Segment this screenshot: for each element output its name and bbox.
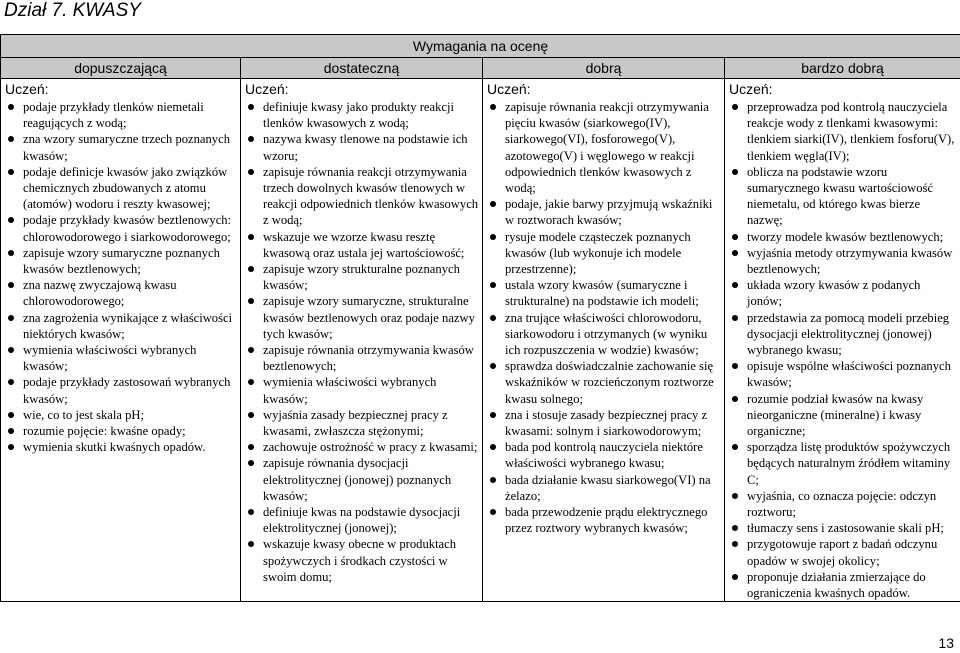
requirement-item: zapisuje równania reakcji otrzymywania trzech dowolnych kwasów tlenowych w reakcji odpowiednich tlenków kwasowych z wodą; bbox=[245, 164, 480, 229]
requirement-item: podaje definicje kwasów jako związków chemicznych zbudowanych z atomu (atomów) wodoru i reszty kwasowej; bbox=[5, 164, 238, 213]
requirement-item: opisuje wspólne właściwości poznanych kwasów; bbox=[729, 358, 958, 390]
requirement-item: zapisuje równania dysocjacji elektrolitycznej (jonowej) poznanych kwasów; bbox=[245, 455, 480, 504]
requirement-item: wyjaśnia metody otrzymywania kwasów beztlenowych; bbox=[729, 245, 958, 277]
requirement-item: sprawdza doświadczalnie zachowanie się wskaźników w rozcieńczonym roztworze kwasu solnego; bbox=[487, 358, 722, 407]
requirement-list bbox=[729, 99, 958, 601]
requirement-item: wskazuje we wzorze kwasu resztę kwasową oraz ustala jej wartościowość; bbox=[245, 229, 480, 261]
requirement-item: zna zagrożenia wynikające z właściwości niektórych kwasów; bbox=[5, 310, 238, 342]
requirement-item: podaje przykłady tlenków niemetali reagujących z wodą; bbox=[5, 99, 238, 131]
requirement-item: wymienia skutki kwaśnych opadów. bbox=[5, 439, 238, 455]
requirement-item: zachowuje ostrożność w pracy z kwasami; bbox=[245, 439, 480, 455]
requirement-item: przygotowuje raport z badań odczynu opadów w swojej okolicy; bbox=[729, 536, 958, 568]
requirement-item: bada przewodzenie prądu elektrycznego przez roztwory wybranych kwasów; bbox=[487, 504, 722, 536]
requirement-item: tłumaczy sens i zastosowanie skali pH; bbox=[729, 520, 958, 536]
requirement-item: zapisuje wzory sumaryczne, strukturalne kwasów beztlenowych oraz podaje nazwy tych kwasów; bbox=[245, 293, 480, 342]
requirement-item: definiuje kwasy jako produkty reakcji tlenków kwasowych z wodą; bbox=[245, 99, 480, 131]
requirement-item: oblicza na podstawie wzoru sumarycznego kwasu wartościowość niemetalu, od którego kwas bierze nazwę; bbox=[729, 164, 958, 229]
requirements-table bbox=[0, 34, 960, 602]
requirement-list bbox=[5, 99, 238, 455]
requirement-item: zapisuje wzory strukturalne poznanych kwasów; bbox=[245, 261, 480, 293]
requirement-list bbox=[487, 99, 722, 536]
requirement-item: zapisuje równania otrzymywania kwasów beztlenowych; bbox=[245, 342, 480, 374]
requirement-item: wskazuje kwasy obecne w produktach spożywczych i środkach czystości w swoim domu; bbox=[245, 536, 480, 585]
requirement-item: sporządza listę produktów spożywczych będących naturalnym źródłem witaminy C; bbox=[729, 439, 958, 488]
column-label: Uczeń: bbox=[245, 81, 289, 97]
column-dobra bbox=[483, 79, 725, 602]
requirement-item: definiuje kwas na podstawie dysocjacji elektrolitycznej (jonowej); bbox=[245, 504, 480, 536]
requirement-item: zna i stosuje zasady bezpiecznej pracy z kwasami: solnym i siarkowodorowym; bbox=[487, 407, 722, 439]
column-label: Uczeń: bbox=[5, 81, 49, 97]
requirement-item: podaje przykłady zastosowań wybranych kwasów; bbox=[5, 374, 238, 406]
requirement-item: rysuje modele cząsteczek poznanych kwasów (lub wykonuje ich modele przestrzenne); bbox=[487, 229, 722, 278]
requirement-item: wyjaśnia zasady bezpiecznej pracy z kwasami, zwłaszcza stężonymi; bbox=[245, 407, 480, 439]
grade-header-dostateczna: dostateczną bbox=[241, 58, 483, 79]
requirement-item: tworzy modele kwasów beztlenowych; bbox=[729, 229, 958, 245]
requirement-item: bada pod kontrolą nauczyciela niektóre właściwości wybranego kwasu; bbox=[487, 439, 722, 471]
requirement-item: wymienia właściwości wybranych kwasów; bbox=[5, 342, 238, 374]
requirement-item: wie, co to jest skala pH; bbox=[5, 407, 238, 423]
requirement-item: zapisuje równania reakcji otrzymywania pięciu kwasów (siarkowego(IV), siarkowego(VI), fosforowego(V), azotowego(V) i węglowego w reakcji odpowiednich tlenków kwasowych z wodą; bbox=[487, 99, 722, 196]
page-number: 13 bbox=[938, 635, 954, 651]
table-header: Wymagania na ocenę bbox=[1, 35, 960, 58]
requirement-item: nazywa kwasy tlenowe na podstawie ich wzoru; bbox=[245, 131, 480, 163]
requirement-list bbox=[245, 99, 480, 585]
requirement-item: wyjaśnia, co oznacza pojęcie: odczyn roztworu; bbox=[729, 488, 958, 520]
column-dostateczna bbox=[241, 79, 483, 602]
requirement-item: zapisuje wzory sumaryczne poznanych kwasów beztlenowych; bbox=[5, 245, 238, 277]
requirement-item: ustala wzory kwasów (sumaryczne i strukturalne) na podstawie ich modeli; bbox=[487, 277, 722, 309]
requirement-item: podaje przykłady kwasów beztlenowych: chlorowodorowego i siarkowodorowego; bbox=[5, 212, 238, 244]
grade-header-dobra: dobrą bbox=[483, 58, 725, 79]
requirement-item: podaje, jakie barwy przyjmują wskaźniki w roztworach kwasów; bbox=[487, 196, 722, 228]
requirement-item: zna nazwę zwyczajową kwasu chlorowodorowego; bbox=[5, 277, 238, 309]
grade-header-bardzo-dobra: bardzo dobrą bbox=[725, 58, 960, 79]
chapter-title: Dział 7. KWASY bbox=[4, 0, 141, 21]
column-dopuszczajaca bbox=[1, 79, 241, 602]
requirement-item: zna trujące właściwości chlorowodoru, siarkowodoru i otrzymanych (w wyniku ich rozpuszczenia w wodzie) kwasów; bbox=[487, 310, 722, 359]
requirement-item: proponuje działania zmierzające do ograniczenia kwaśnych opadów. bbox=[729, 569, 958, 601]
requirement-item: przeprowadza pod kontrolą nauczyciela reakcje wody z tlenkami kwasowymi: tlenkiem siarki(IV), tlenkiem fosforu(V), tlenkiem węgla(IV); bbox=[729, 99, 958, 164]
column-label: Uczeń: bbox=[729, 81, 773, 97]
requirement-item: wymienia właściwości wybranych kwasów; bbox=[245, 374, 480, 406]
column-bardzo-dobra bbox=[725, 79, 960, 602]
requirement-item: przedstawia za pomocą modeli przebieg dysocjacji elektrolitycznej (jonowej) wybranego kwasu; bbox=[729, 310, 958, 359]
requirement-item: układa wzory kwasów z podanych jonów; bbox=[729, 277, 958, 309]
requirement-item: zna wzory sumaryczne trzech poznanych kwasów; bbox=[5, 131, 238, 163]
requirement-item: rozumie pojęcie: kwaśne opady; bbox=[5, 423, 238, 439]
requirement-item: bada działanie kwasu siarkowego(VI) na żelazo; bbox=[487, 472, 722, 504]
column-label: Uczeń: bbox=[487, 81, 531, 97]
requirement-item: rozumie podział kwasów na kwasy nieorganiczne (mineralne) i kwasy organiczne; bbox=[729, 391, 958, 440]
grade-header-dopuszczajaca: dopuszczającą bbox=[1, 58, 241, 79]
